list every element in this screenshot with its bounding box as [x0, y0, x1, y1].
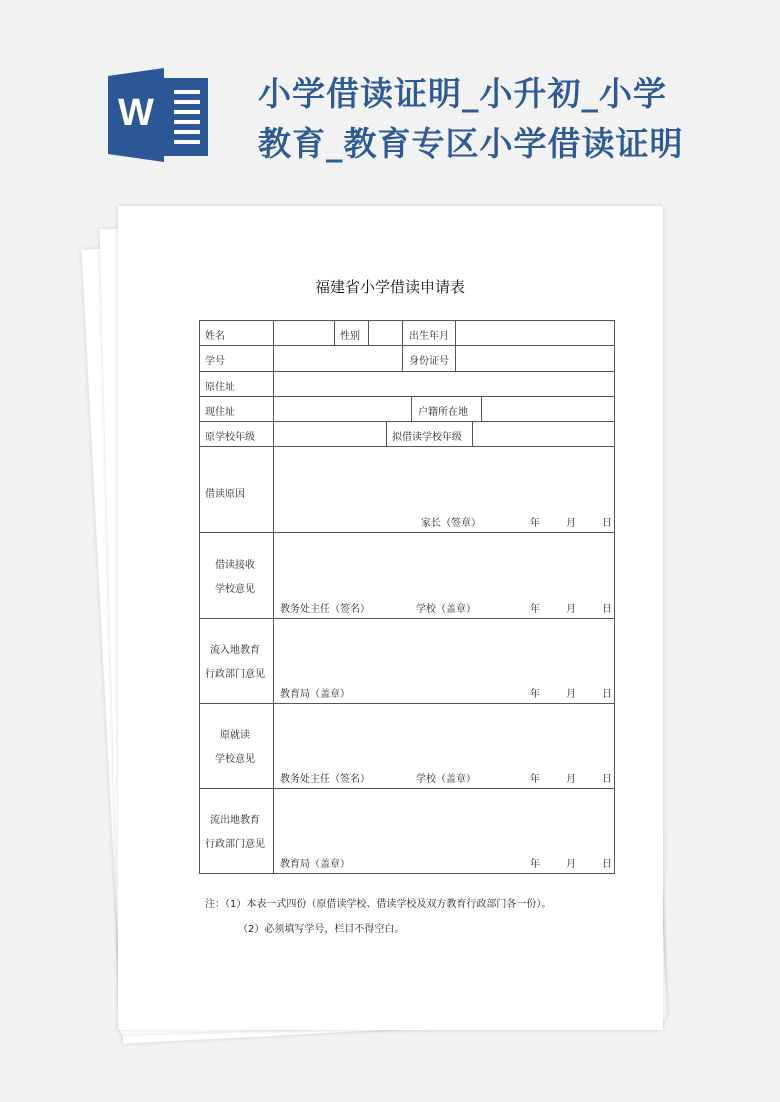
label-old-address: 原住址: [205, 382, 235, 393]
year-label: 年: [530, 689, 540, 700]
page-title-line1: 小学借读证明_小升初_小学: [258, 74, 667, 113]
stamp-label: 学校（盖章）: [416, 774, 476, 785]
day-label: 日: [602, 859, 612, 870]
day-label: 日: [602, 604, 612, 615]
note-1: 注：（1）本表一式四份（原借读学校、借读学校及双方教育行政部门各一份）。: [205, 899, 552, 910]
section-label: 流入地教育: [210, 645, 260, 656]
signature-label: 教育局（盖章）: [280, 689, 350, 700]
month-label: 月: [566, 689, 576, 700]
year-label: 年: [530, 604, 540, 615]
section-label: 学校意见: [215, 584, 255, 595]
section-label: 流出地教育: [210, 815, 260, 826]
label-gender: 性别: [340, 331, 360, 342]
day-label: 日: [602, 518, 612, 529]
month-label: 月: [566, 774, 576, 785]
section-label: 借读原因: [205, 489, 245, 500]
label-current-address: 现住址: [205, 407, 235, 418]
year-label: 年: [530, 859, 540, 870]
section-label: 借读接收: [215, 560, 255, 571]
label-new-grade: 拟借读学校年级: [392, 432, 462, 443]
signature-label: 家长（签章）: [421, 518, 481, 529]
day-label: 日: [602, 774, 612, 785]
signature-label: 教务处主任（签名）: [280, 604, 370, 615]
label-birth: 出生年月: [409, 331, 449, 342]
signature-label: 教育局（盖章）: [280, 859, 350, 870]
year-label: 年: [530, 774, 540, 785]
label-household: 户籍所在地: [418, 407, 468, 418]
word-icon: [108, 68, 208, 162]
note-2: （2）必须填写学号，栏目不得空白。: [238, 924, 405, 935]
label-old-grade: 原学校年级: [205, 432, 255, 443]
section-label: 原就读: [220, 730, 250, 741]
stamp-label: 学校（盖章）: [416, 604, 476, 615]
page-title-line2: 教育_教育专区小学借读证明: [258, 124, 684, 163]
month-label: 月: [566, 518, 576, 529]
section-label: 学校意见: [215, 754, 255, 765]
day-label: 日: [602, 689, 612, 700]
year-label: 年: [530, 518, 540, 529]
section-label: 行政部门意见: [205, 669, 265, 680]
document-title: 福建省小学借读申请表: [314, 278, 465, 296]
label-id-no: 身份证号: [409, 356, 449, 367]
label-name: 姓名: [205, 331, 225, 342]
month-label: 月: [566, 859, 576, 870]
section-label: 行政部门意见: [205, 839, 265, 850]
word-icon-letter: W: [118, 92, 154, 134]
month-label: 月: [566, 604, 576, 615]
label-student-no: 学号: [205, 356, 225, 367]
signature-label: 教务处主任（签名）: [280, 774, 370, 785]
